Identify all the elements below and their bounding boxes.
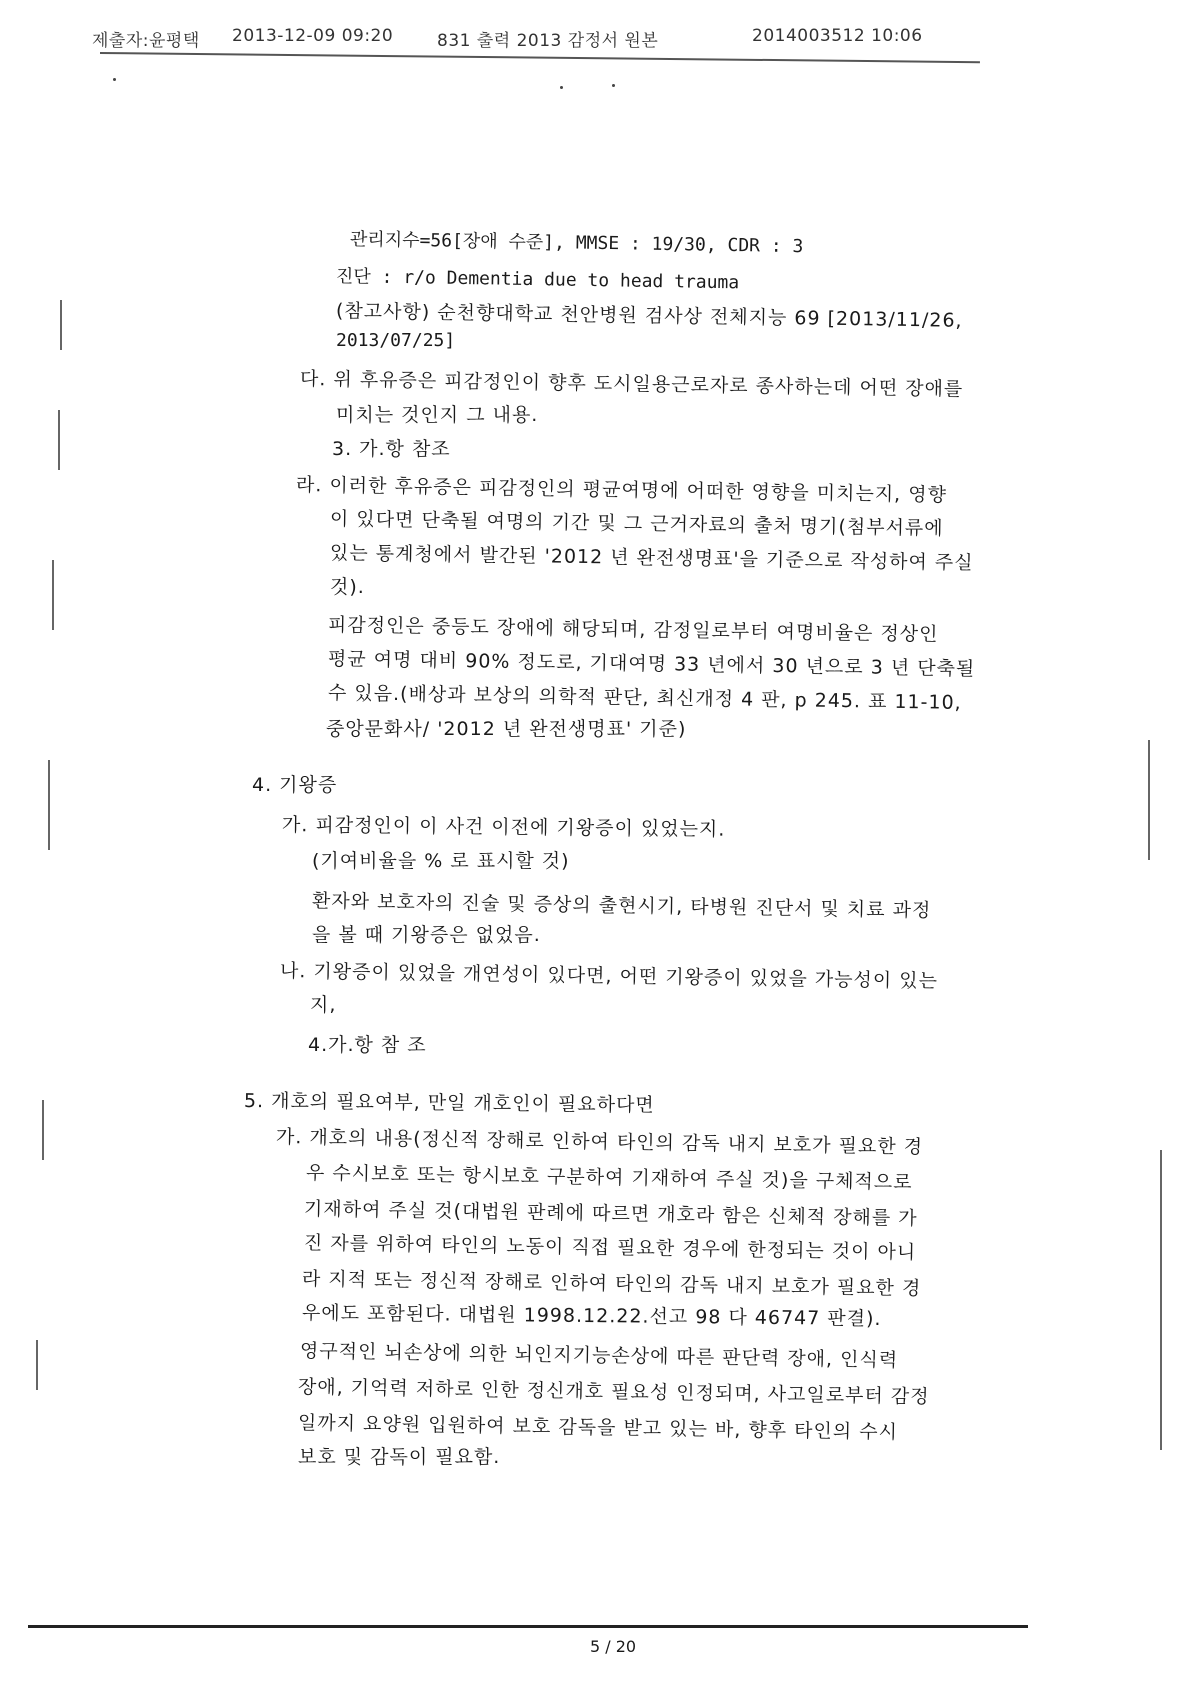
- text-line: 을 볼 때 기왕증은 없었음.: [312, 924, 541, 946]
- text-line: 나. 기왕증이 있었을 개연성이 있다면, 어떤 기왕증이 있었을 가능성이 있는: [279, 960, 939, 993]
- scan-margin-mark: [1148, 740, 1150, 860]
- fax-time-left: 2013-12-09 09:20: [232, 26, 394, 46]
- text-line: 4.가.항 참 조: [308, 1034, 427, 1056]
- scan-margin-mark: [42, 1100, 44, 1160]
- text-line: 지,: [310, 994, 337, 1016]
- scan-margin-mark: [52, 560, 54, 630]
- text-line: 중앙문화사/ '2012 년 완전생명표' 기준): [326, 718, 687, 740]
- scan-margin-mark: [60, 300, 62, 350]
- scan-speck: [560, 86, 563, 89]
- text-line: 장애, 기억력 저하로 인한 정신개호 필요성 인정되며, 사고일로부터 감정: [297, 1376, 930, 1408]
- text-line: 일까지 요양원 입원하여 보호 감독을 받고 있는 바, 향후 타인의 수시: [297, 1412, 899, 1444]
- fax-middle: 831 출력 2013 감정서 원본: [437, 31, 659, 51]
- footer-rule: [28, 1625, 1028, 1628]
- scan-margin-mark: [58, 410, 60, 470]
- section-heading: 4. 기왕증: [252, 774, 338, 796]
- fax-sender: 제출자:윤평택: [92, 31, 200, 51]
- text-line: 미치는 것인지 그 내용.: [336, 404, 539, 426]
- page-number: 5 / 20: [590, 1637, 637, 1656]
- text-line: 우에도 포함된다. 대법원 1998.12.22.선고 98 다 46747 판결).: [301, 1302, 882, 1331]
- text-line: 환자와 보호자의 진술 및 증상의 출현시기, 타병원 진단서 및 치료 과정: [311, 890, 932, 922]
- text-line: 가. 개호의 내용(정신적 장해로 인하여 타인의 감독 내지 보호가 필요한 경: [275, 1126, 924, 1159]
- text-line: 우 수시보호 또는 항시보호 구분하여 기재하여 주실 것)을 구체적으로: [305, 1162, 913, 1194]
- scan-margin-mark: [48, 760, 50, 850]
- text-line: 라 지적 또는 정신적 장해로 인하여 타인의 감독 내지 보호가 필요한 경: [301, 1268, 922, 1300]
- text-line: 라. 이러한 후유증은 피감정인의 평균여명에 어떠한 영향을 미치는지, 영향: [295, 474, 948, 507]
- text-line: (기여비율을 % 로 표시할 것): [312, 850, 570, 872]
- section-heading: 5. 개호의 필요여부, 만일 개호인이 필요하다면: [243, 1090, 655, 1117]
- text-line: 것).: [330, 576, 365, 598]
- text-line: 영구적인 뇌손상에 의한 뇌인지기능손상에 따른 판단력 장애, 인식력: [299, 1340, 899, 1372]
- text-line: 기재하여 주실 것(대법원 판례에 따르면 개호라 함은 신체적 장해를 가: [303, 1198, 918, 1230]
- text-line: 보호 및 감독이 필요함.: [298, 1446, 501, 1468]
- text-line: 진단 : r/o Dementia due to head trauma: [335, 266, 740, 294]
- scan-margin-mark: [1160, 1150, 1162, 1450]
- fax-header: [92, 22, 992, 52]
- scan-speck: [612, 84, 615, 87]
- text-line: 다. 위 후유증은 피감정인이 향후 도시일용근로자로 종사하는데 어떤 장애를: [299, 368, 964, 401]
- text-line: 있는 통계청에서 발간된 '2012 년 완전생명표'을 기준으로 작성하여 주실: [329, 542, 974, 575]
- text-line: (참고사항) 순천향대학교 천안병원 검사상 전체지능 69 [2013/11/26,: [335, 300, 963, 332]
- text-line: 진 자를 위하여 타인의 노동이 직접 필요한 경우에 한정되는 것이 아니: [303, 1232, 917, 1264]
- text-line: 가. 피감정인이 이 사건 이전에 기왕증이 있었는지.: [281, 814, 726, 841]
- text-line: 평균 여명 대비 90% 정도로, 기대여명 33 년에서 30 년으로 3 년 단축될: [327, 648, 976, 681]
- scan-speck: [113, 78, 116, 81]
- text-line: 3. 가.항 참조: [332, 438, 451, 460]
- text-line: 관리지수=56[장애 수준], MMSE : 19/30, CDR : 3: [349, 229, 804, 258]
- fax-header-rule: [100, 52, 980, 63]
- text-line: 이 있다면 단축될 여명의 기간 및 그 근거자료의 출처 명기(첨부서류에: [329, 508, 944, 540]
- fax-time-right: 2014003512 10:06: [752, 26, 923, 46]
- text-line: 2013/07/25]: [336, 330, 456, 351]
- scan-margin-mark: [36, 1340, 38, 1390]
- text-line: 수 있음.(배상과 보상의 의학적 판단, 최신개정 4 판, p 245. 표 11-10,: [327, 682, 962, 714]
- text-line: 피감정인은 중등도 장애에 해당되며, 감정일로부터 여명비율은 정상인: [327, 614, 939, 646]
